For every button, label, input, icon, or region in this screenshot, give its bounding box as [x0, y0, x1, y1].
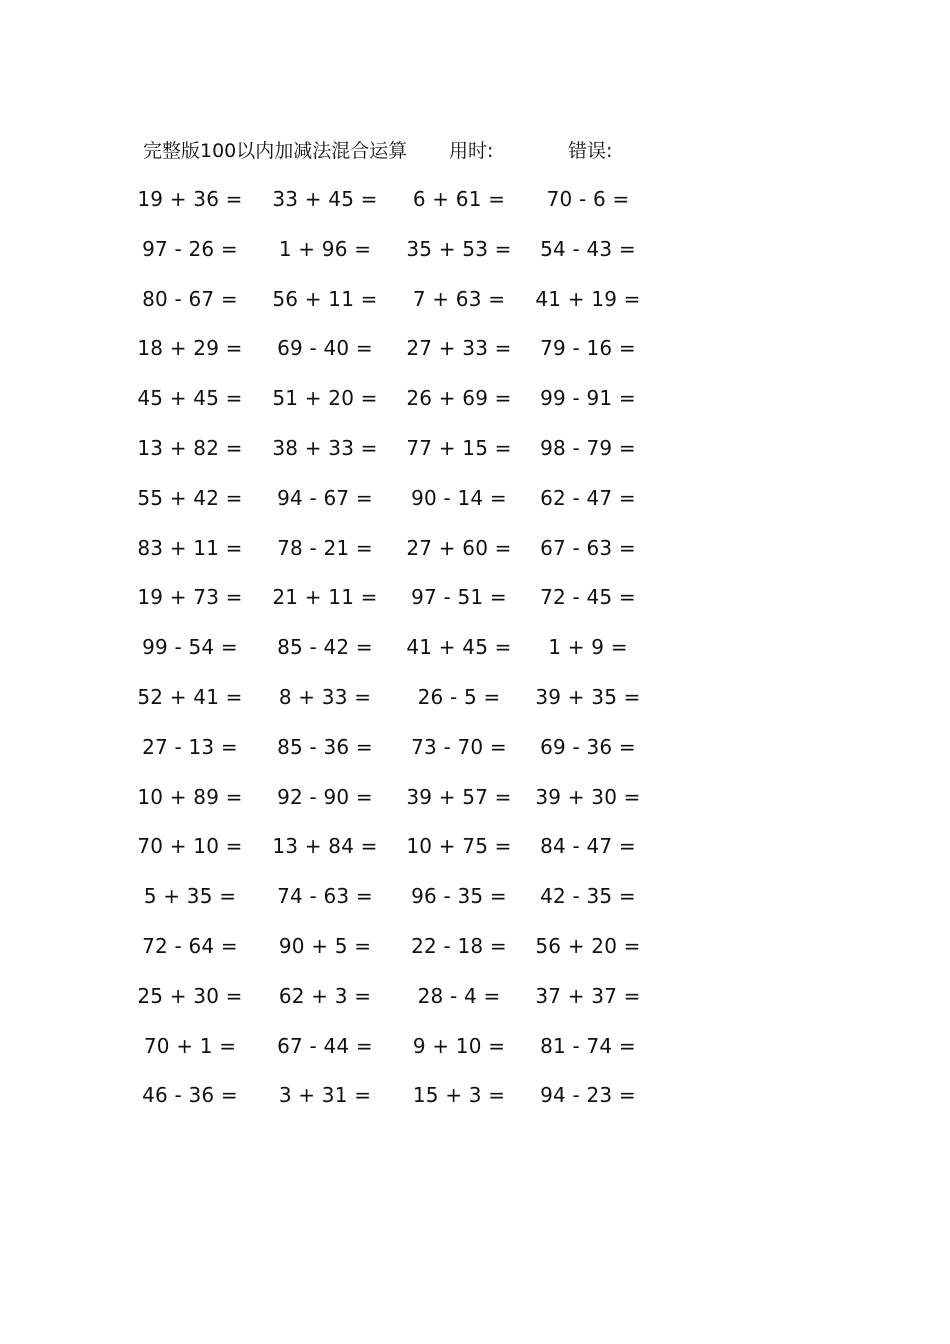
problem-item: 56 + 11 = [272, 286, 378, 311]
problem-item: 97 - 26 = [142, 236, 238, 261]
problem-item: 56 + 20 = [535, 934, 641, 958]
problem-item: 8 + 33 = [278, 685, 372, 709]
problem-item: 41 + 19 = [535, 286, 641, 311]
problem-item: 22 - 18 = [411, 934, 507, 958]
problem-item: 39 + 30 = [535, 784, 641, 809]
problem-item: 99 - 54 = [142, 635, 238, 660]
error-count-label: 错误: [568, 140, 613, 162]
problem-item: 78 - 21 = [277, 535, 373, 560]
problem-item: 39 + 35 = [535, 685, 641, 709]
problem-item: 83 + 11 = [137, 535, 243, 560]
problem-item: 67 - 63 = [540, 535, 636, 560]
problem-item: 62 - 47 = [540, 485, 636, 510]
problem-item: 84 - 47 = [540, 834, 636, 859]
problem-item: 25 + 30 = [137, 983, 243, 1008]
problem-item: 6 + 61 = [412, 187, 506, 211]
problem-item: 45 + 45 = [137, 386, 243, 411]
problem-item: 37 + 37 = [535, 983, 641, 1008]
problem-item: 73 - 70 = [411, 734, 507, 759]
problem-item: 27 - 13 = [142, 734, 238, 759]
problem-item: 67 - 44 = [277, 1033, 373, 1058]
problem-item: 41 + 45 = [406, 635, 512, 660]
problem-item: 85 - 42 = [277, 635, 373, 660]
problem-item: 69 - 40 = [277, 336, 373, 361]
problem-item: 27 + 33 = [406, 336, 512, 361]
problem-item: 7 + 63 = [412, 286, 506, 311]
problem-item: 39 + 57 = [406, 784, 512, 809]
problem-item: 55 + 42 = [137, 485, 243, 510]
problem-item: 79 - 16 = [540, 336, 636, 361]
problem-item: 10 + 75 = [406, 834, 512, 859]
problem-item: 27 + 60 = [406, 535, 512, 560]
problem-item: 19 + 73 = [137, 585, 243, 610]
problem-item: 10 + 89 = [137, 784, 243, 809]
problem-item: 1 + 96 = [278, 236, 372, 261]
problem-item: 35 + 53 = [406, 236, 512, 261]
problem-item: 38 + 33 = [272, 436, 378, 460]
problem-item: 99 - 91 = [540, 386, 636, 411]
problem-item: 46 - 36 = [142, 1083, 238, 1108]
problem-item: 96 - 35 = [411, 884, 507, 909]
problem-item: 19 + 36 = [137, 187, 243, 211]
worksheet-title: 完整版100以内加减法混合运算 [143, 140, 408, 162]
problem-item: 52 + 41 = [137, 685, 243, 709]
problem-item: 90 - 14 = [411, 485, 507, 510]
problem-item: 92 - 90 = [277, 784, 373, 809]
problem-item: 3 + 31 = [278, 1083, 372, 1108]
problem-item: 51 + 20 = [272, 386, 378, 411]
problem-item: 74 - 63 = [277, 884, 373, 909]
problem-item: 80 - 67 = [142, 286, 238, 311]
problem-item: 26 - 5 = [417, 685, 501, 709]
problem-item: 77 + 15 = [406, 436, 512, 460]
problem-item: 26 + 69 = [406, 386, 512, 411]
problem-item: 90 + 5 = [278, 934, 372, 958]
problem-item: 1 + 9 = [548, 635, 628, 660]
problem-item: 33 + 45 = [272, 187, 378, 211]
time-used-label: 用时: [449, 140, 494, 162]
problem-item: 72 - 45 = [540, 585, 636, 610]
problem-item: 21 + 11 = [272, 585, 378, 610]
problem-item: 72 - 64 = [142, 934, 238, 958]
problem-item: 13 + 82 = [137, 436, 243, 460]
problem-item: 18 + 29 = [137, 336, 243, 361]
problem-item: 69 - 36 = [540, 734, 636, 759]
problem-item: 94 - 23 = [540, 1083, 636, 1108]
problem-item: 97 - 51 = [411, 585, 507, 610]
problem-item: 62 + 3 = [278, 983, 372, 1008]
problem-item: 98 - 79 = [540, 436, 636, 460]
problem-item: 28 - 4 = [417, 983, 501, 1008]
problem-item: 85 - 36 = [277, 734, 373, 759]
problem-item: 70 + 1 = [143, 1033, 237, 1058]
problem-item: 15 + 3 = [412, 1083, 506, 1108]
problem-item: 42 - 35 = [540, 884, 636, 909]
problem-item: 9 + 10 = [412, 1033, 506, 1058]
problem-item: 70 + 10 = [137, 834, 243, 859]
problem-item: 81 - 74 = [540, 1033, 636, 1058]
problem-item: 5 + 35 = [143, 884, 237, 909]
problem-item: 70 - 6 = [546, 187, 630, 211]
problem-item: 94 - 67 = [277, 485, 373, 510]
problem-item: 54 - 43 = [540, 236, 636, 261]
problem-item: 13 + 84 = [272, 834, 378, 859]
